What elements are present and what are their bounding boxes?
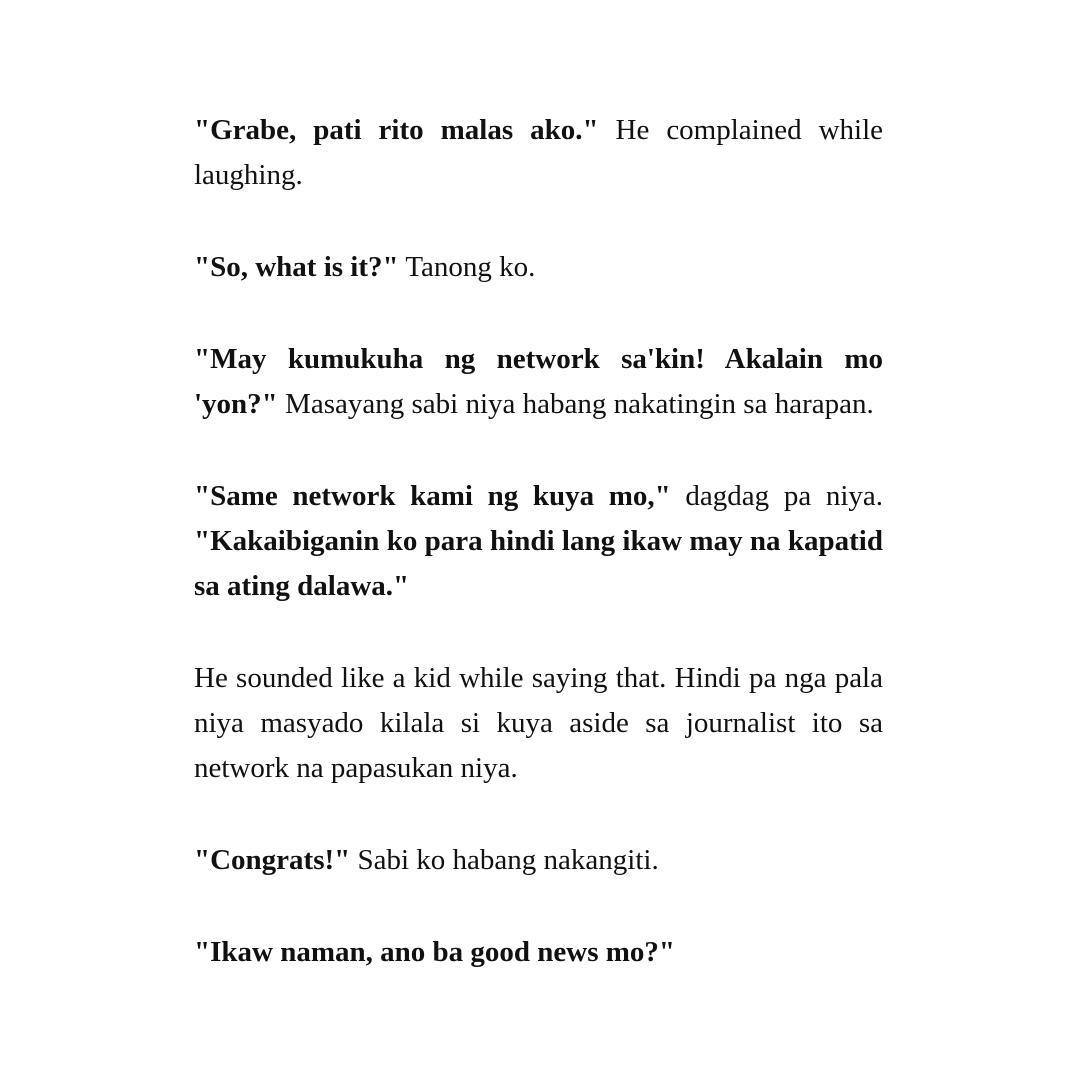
narration-text: dagdag pa niya. bbox=[670, 480, 884, 512]
paragraph-7 bbox=[194, 930, 883, 975]
dialogue-text: "Same network kami ng kuya mo," bbox=[194, 480, 671, 512]
narration-text: Tanong ko. bbox=[398, 251, 536, 283]
story-text bbox=[194, 108, 883, 975]
paragraph-1 bbox=[194, 108, 883, 198]
paragraph-5 bbox=[194, 656, 883, 791]
narration-text: He sounded like a kid while saying that. Hindi pa nga pala niya masyado kilala si kuya aside sa journalist ito sa network na papasukan niya. bbox=[194, 662, 883, 784]
narration-text: He complained while laughing. bbox=[194, 114, 883, 191]
dialogue-text: "Grabe, pati rito malas ako." bbox=[194, 114, 599, 146]
narration-text: Masayang sabi niya habang nakatingin sa harapan. bbox=[277, 388, 874, 420]
dialogue-text: "Kakaibiganin ko para hindi lang ikaw may na kapatid sa ating dalawa." bbox=[194, 525, 883, 602]
narration-text: Sabi ko habang nakangiti. bbox=[350, 844, 659, 876]
paragraph-6 bbox=[194, 838, 883, 883]
dialogue-text: "Congrats!" bbox=[194, 844, 351, 876]
paragraph-2 bbox=[194, 245, 883, 290]
paragraph-4 bbox=[194, 474, 883, 609]
dialogue-text: "So, what is it?" bbox=[194, 251, 399, 283]
dialogue-text: "Ikaw naman, ano ba good news mo?" bbox=[194, 936, 675, 968]
dialogue-text: "May kumukuha ng network sa'kin! Akalain mo 'yon?" bbox=[194, 343, 883, 420]
paragraph-3 bbox=[194, 337, 883, 427]
